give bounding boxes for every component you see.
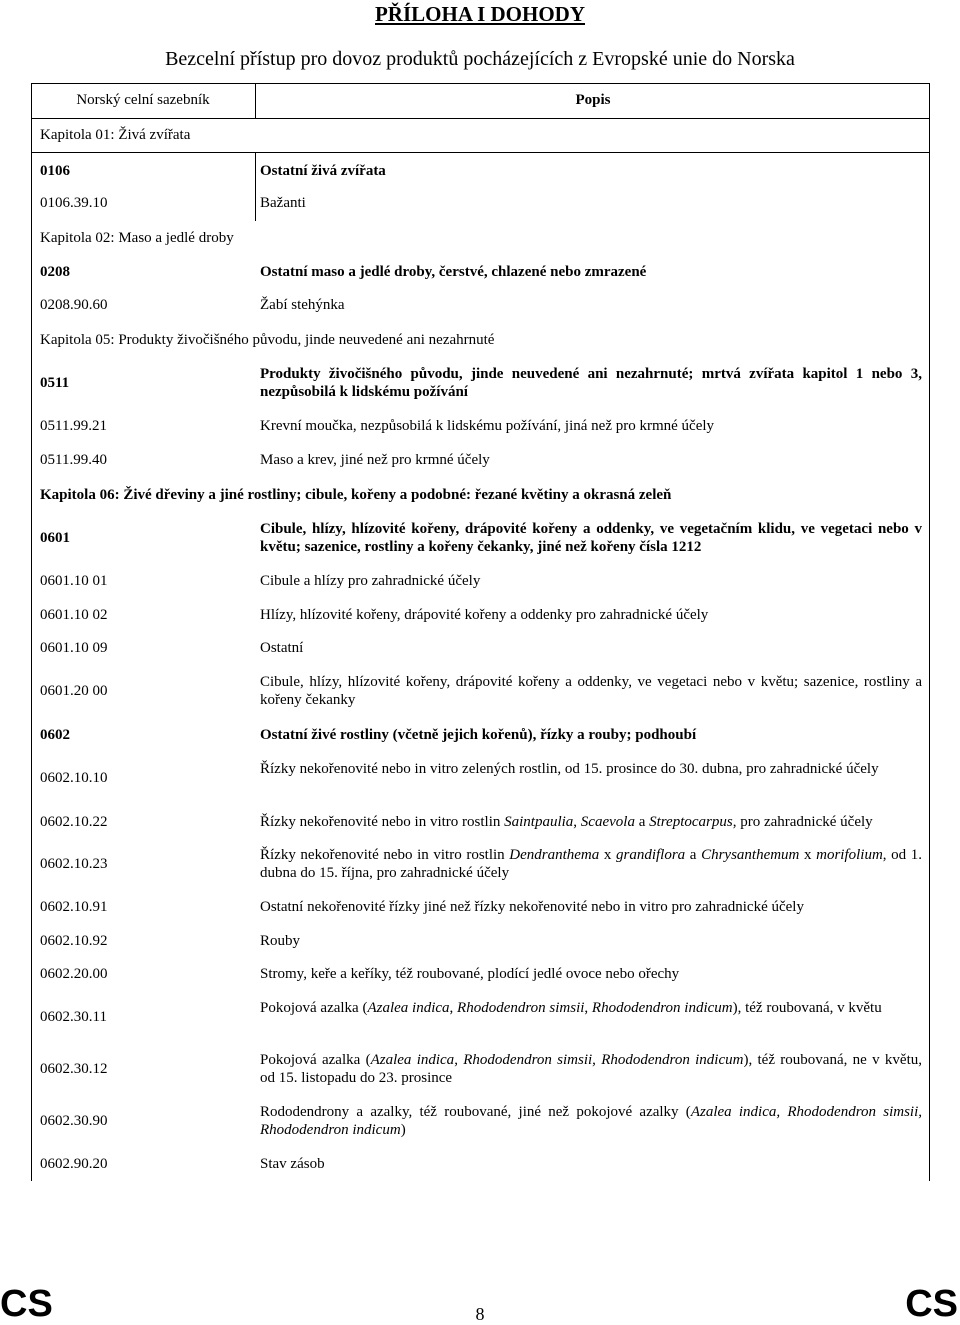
tariff-code: 0602.10.92 [40,933,108,949]
tariff-description: Cibule, hlízy, hlízovité kořeny, drápovité kořeny a oddenky, ve vegetaci nebo v květu; sazenice, rostliny a kořeny čekanky [260,674,922,708]
language-code-left: CS [0,1283,53,1325]
tariff-code: 0601.10 01 [40,573,108,589]
tariff-description: Ostatní [260,640,304,656]
tariff-code: 0511 [40,375,70,391]
tariff-description: Žabí stehýnka [260,297,345,313]
tariff-code: 0602.30.11 [40,1009,107,1025]
tariff-code: 0602.90.20 [40,1156,108,1172]
tariff-code: 0602.10.22 [40,814,108,830]
tariff-description: Pokojová azalka (Azalea indica, Rhododendron simsii, Rhododendron indicum), též roubovaná, v květu [260,1000,882,1016]
tariff-description: Cibule a hlízy pro zahradnické účely [260,573,481,589]
tariff-description: Ostatní maso a jedlé droby, čerstvé, chlazené nebo zmrazené [260,264,647,280]
tariff-code: 0511.99.21 [40,418,107,434]
tariff-code: 0208.90.60 [40,297,108,313]
tariff-description: Stromy, keře a keříky, též roubované, plodící jedlé ovoce nebo ořechy [260,966,680,982]
tariff-description: Rouby [260,933,301,949]
tariff-description: Pokojová azalka (Azalea indica, Rhododendron simsii, Rhododendron indicum), též roubovaná, ne v květu, od 15. listopadu do 23. prosince [260,1052,922,1086]
tariff-description: Řízky nekořenovité nebo in vitro zelených rostlin, od 15. prosince do 30. dubna, pro zahradnické účely [260,761,879,777]
tariff-description: Bažanti [260,195,306,211]
header-divider [31,118,930,119]
chapter-heading: Kapitola 02: Maso a jedlé droby [40,230,234,246]
tariff-code: 0208 [40,264,70,280]
row-divider [31,152,930,153]
tariff-description: Řízky nekořenovité nebo in vitro rostlin Dendranthema x grandiflora a Chrysanthemum x morifolium, od 1. dubna do 15. října, pro zahradnické účely [260,847,923,881]
tariff-code: 0602.30.12 [40,1061,108,1077]
tariff-description: Maso a krev, jiné než pro krmné účely [260,452,490,468]
tariff-code: 0511.99.40 [40,452,107,468]
tariff-code: 0601 [40,530,70,546]
tariff-description: Ostatní nekořenovité řízky jiné než řízky nekořenovité nebo in vitro pro zahradnické účely [260,899,804,915]
tariff-code: 0601.10 02 [40,607,108,623]
document-title: PŘÍLOHA I DOHODY [374,2,586,26]
tariff-description: Ostatní živá zvířata [260,163,386,179]
tariff-code: 0602.10.10 [40,770,108,786]
tariff-code: 0602 [40,727,70,743]
document-subtitle: Bezcelní přístup pro dovoz produktů pocházejících z Evropské unie do Norska [165,48,795,70]
chapter-heading: Kapitola 05: Produkty živočišného původu, jinde neuvedené ani nezahrnuté [40,332,495,348]
tariff-description: Hlízy, hlízovité kořeny, drápovité kořeny a oddenky pro zahradnické účely [260,607,709,623]
page-number: 8 [475,1304,485,1324]
tariff-description: Ostatní živé rostliny (včetně jejich kořenů), řízky a rouby; podhoubí [260,727,697,743]
column-header-code: Norský celní sazebník [76,92,210,108]
tariff-code: 0602.10.91 [40,899,108,915]
tariff-code: 0602.10.23 [40,856,108,872]
tariff-code: 0601.20 00 [40,683,108,699]
tariff-description: Stav zásob [260,1156,325,1172]
tariff-description: Cibule, hlízy, hlízovité kořeny, drápovité kořeny a oddenky, ve vegetačním klidu, ve vegetaci nebo v květu; sazenice, rostliny a kořeny čekanky, jiné než kořeny čísla 1212 [260,521,922,555]
tariff-description: Krevní moučka, nezpůsobilá k lidskému požívání, jiná než pro krmné účely [260,418,715,434]
tariff-code: 0106.39.10 [40,195,108,211]
chapter-heading: Kapitola 01: Živá zvířata [40,127,191,143]
tariff-code: 0106 [40,163,70,179]
column-header-description: Popis [575,92,611,108]
column-divider [255,152,256,221]
tariff-description: Řízky nekořenovité nebo in vitro rostlin Saintpaulia, Scaevola a Streptocarpus, pro zahradnické účely [260,814,873,830]
tariff-code: 0601.10 09 [40,640,108,656]
language-code-right: CS [905,1283,958,1325]
tariff-description: Produkty živočišného původu, jinde neuvedené ani nezahrnuté; mrtvá zvířata kapitol 1 nebo 3, nezpůsobilá k lidskému požívání [260,366,922,400]
tariff-description: Rododendrony a azalky, též roubované, jiné než pokojové azalky (Azalea indica, Rhododendron simsii, Rhododendron indicum) [260,1104,922,1138]
tariff-code: 0602.20.00 [40,966,108,982]
tariff-code: 0602.30.90 [40,1113,108,1129]
chapter-heading: Kapitola 06: Živé dřeviny a jiné rostliny; cibule, kořeny a podobné: řezané květiny a okrasná zeleň [40,487,672,503]
